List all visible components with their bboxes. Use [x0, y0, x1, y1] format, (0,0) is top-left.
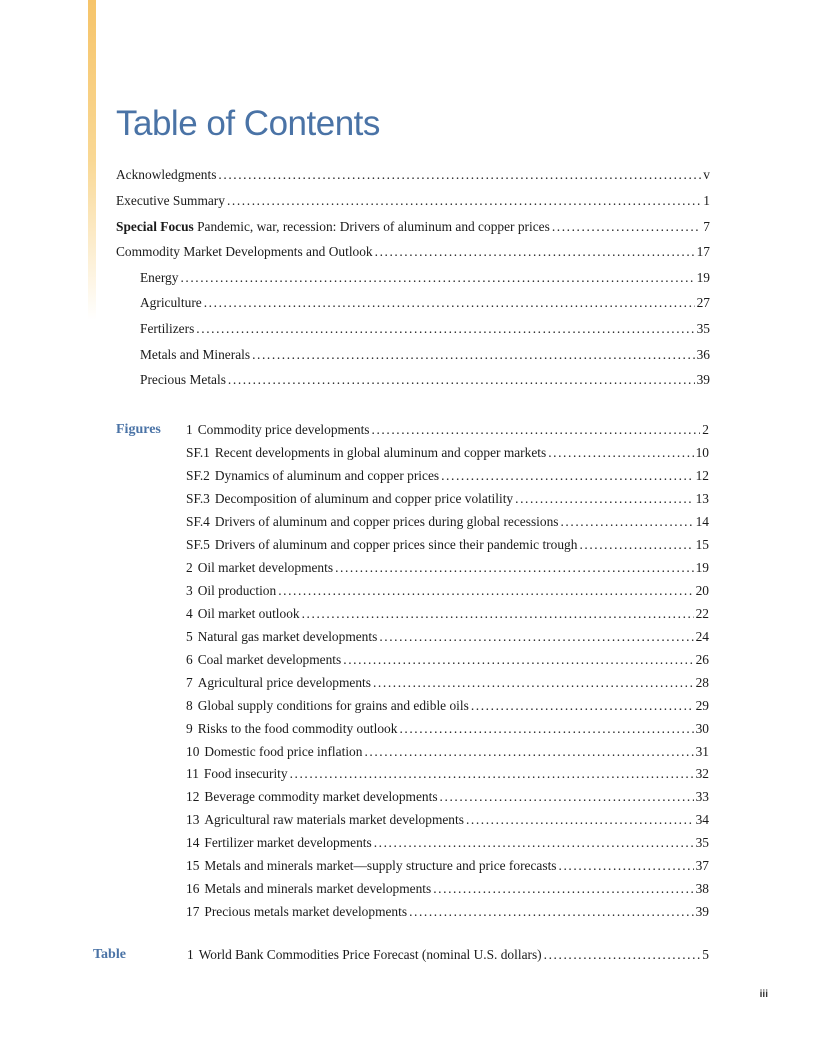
toc-entry-label: Executive Summary [116, 193, 225, 208]
toc-entry-page: 27 [696, 295, 710, 310]
toc-entry-label: Fertilizers [140, 321, 195, 336]
toc-entry-acknowledgments[interactable] [116, 166, 710, 184]
dot-leader [228, 371, 695, 389]
figure-entry-label: 7 Agricultural price developments [186, 675, 371, 690]
toc-entry-label: Acknowledgments [116, 167, 217, 182]
dot-leader [335, 559, 694, 577]
dot-leader [379, 628, 693, 646]
figure-entry-label: 15 Metals and minerals market—supply structure and price forecasts [186, 858, 557, 873]
figure-entry-page: 14 [695, 514, 709, 529]
figure-entry-label: SF.3 Decomposition of aluminum and copper price volatility [186, 491, 514, 506]
figure-entry[interactable] [186, 628, 709, 646]
dot-leader [252, 346, 695, 364]
dot-leader [372, 421, 701, 439]
figure-entry-page: 28 [695, 675, 709, 690]
table-entry-page: 5 [702, 947, 709, 962]
figure-entry-page: 2 [702, 422, 709, 437]
page-title: Table of Contents [116, 104, 380, 143]
figure-entry-page: 30 [695, 721, 709, 736]
figure-entry[interactable] [186, 582, 709, 600]
toc-entry-page: v [703, 167, 710, 182]
figure-entry[interactable] [186, 903, 709, 921]
figure-entry-label: 3 Oil production [186, 583, 277, 598]
toc-entry-label: Metals and Minerals [140, 347, 251, 362]
dot-leader [552, 218, 701, 236]
figure-entry-page: 39 [695, 904, 709, 919]
figure-entry-page: 33 [695, 789, 709, 804]
figure-entry[interactable] [186, 834, 709, 852]
figure-entry-page: 35 [695, 835, 709, 850]
figure-entry[interactable] [186, 536, 709, 554]
table-label: Table [93, 947, 126, 962]
figure-entry-page: 34 [695, 812, 709, 827]
toc-entry-page: 1 [703, 193, 710, 208]
figure-entry-page: 37 [695, 858, 709, 873]
figure-entry-label: 11 Food insecurity [186, 766, 288, 781]
figure-entry-label: 16 Metals and minerals market developments [186, 881, 432, 896]
dot-leader [440, 788, 694, 806]
figure-entry-page: 19 [695, 560, 709, 575]
figures-label: Figures [116, 422, 161, 437]
figure-entry-label: SF.4 Drivers of aluminum and copper prices during global recessions [186, 514, 559, 529]
dot-leader [373, 674, 694, 692]
dot-leader [218, 166, 701, 184]
figure-entry[interactable] [186, 490, 709, 508]
dot-leader [471, 697, 694, 715]
accent-bar [88, 0, 96, 320]
figure-entry[interactable] [186, 765, 709, 783]
dot-leader [204, 294, 695, 312]
figure-entry-label: 9 Risks to the food commodity outlook [186, 721, 398, 736]
toc-entry-precious-metals[interactable] [140, 371, 710, 389]
figure-entry[interactable] [186, 513, 709, 531]
dot-leader [548, 444, 693, 462]
figure-entry-page: 24 [695, 629, 709, 644]
dot-leader [278, 582, 693, 600]
toc-entry-commodity-market[interactable] [116, 243, 710, 261]
figure-entry-label: 6 Coal market developments [186, 652, 342, 667]
dot-leader [399, 720, 693, 738]
figure-entry-page: 15 [695, 537, 709, 552]
figure-entry-page: 13 [695, 491, 709, 506]
dot-leader [466, 811, 694, 829]
dot-leader [409, 903, 694, 921]
figure-entry[interactable] [186, 811, 709, 829]
figure-entry-label: 12 Beverage commodity market developments [186, 789, 438, 804]
figure-entry-page: 29 [695, 698, 709, 713]
figure-entry-page: 32 [695, 766, 709, 781]
figure-entry[interactable] [186, 605, 709, 623]
figure-entry-label: SF.5 Drivers of aluminum and copper prices since their pandemic trough [186, 537, 578, 552]
toc-entry-page: 17 [696, 244, 710, 259]
table-entry-label: 1 World Bank Commodities Price Forecast (nominal U.S. dollars) [187, 947, 542, 962]
dot-leader [433, 880, 693, 898]
dot-leader [302, 605, 694, 623]
figure-entry-label: 8 Global supply conditions for grains and edible oils [186, 698, 469, 713]
dot-leader [375, 243, 695, 261]
figure-entry-page: 26 [695, 652, 709, 667]
dot-leader [364, 743, 693, 761]
figure-entry[interactable] [186, 674, 709, 692]
toc-entry-page: 36 [696, 347, 710, 362]
figure-entry-label: 13 Agricultural raw materials market developments [186, 812, 464, 827]
figure-entry-page: 12 [695, 468, 709, 483]
dot-leader [560, 513, 693, 531]
toc-entry-metals-minerals[interactable] [140, 346, 710, 364]
toc-entry-page: 7 [703, 219, 710, 234]
figure-entry[interactable] [186, 651, 709, 669]
figure-entry[interactable] [186, 444, 709, 462]
dot-leader [579, 536, 693, 554]
figure-entry-label: 14 Fertilizer market developments [186, 835, 372, 850]
toc-entry-label: Commodity Market Developments and Outlook [116, 244, 373, 259]
figure-entry-label: 2 Oil market developments [186, 560, 334, 575]
dot-leader [544, 946, 701, 964]
dot-leader [343, 651, 693, 669]
toc-entry-label: Agriculture [140, 295, 202, 310]
dot-leader [374, 834, 694, 852]
dot-leader [180, 269, 694, 287]
dot-leader [227, 192, 701, 210]
toc-entry-fertilizers[interactable] [140, 320, 710, 338]
figure-entry[interactable] [186, 421, 709, 439]
dot-leader [290, 765, 694, 783]
page-number: iii [759, 989, 768, 1000]
figure-entry-label: SF.1 Recent developments in global aluminum and copper markets [186, 445, 547, 460]
figure-entry[interactable] [186, 467, 709, 485]
dot-leader [441, 467, 694, 485]
figure-entry[interactable] [186, 880, 709, 898]
toc-entry-label: Precious Metals [140, 372, 226, 387]
figure-entry[interactable] [186, 720, 709, 738]
toc-entry-page: 39 [696, 372, 710, 387]
figure-entry-label: 17 Precious metals market developments [186, 904, 408, 919]
figure-entry-page: 31 [695, 744, 709, 759]
toc-entry-energy[interactable] [140, 269, 710, 287]
figure-entry-page: 10 [695, 445, 709, 460]
toc-entry-special-focus[interactable] [116, 218, 710, 236]
figure-entry[interactable] [186, 743, 709, 761]
toc-entry-page: 35 [696, 321, 710, 336]
toc-entry-executive-summary[interactable] [116, 192, 710, 210]
figure-entry-page: 38 [695, 881, 709, 896]
figure-entry-label: SF.2 Dynamics of aluminum and copper prices [186, 468, 440, 483]
toc-entry-page: 19 [696, 270, 710, 285]
figure-entry[interactable] [186, 857, 709, 875]
dot-leader [515, 490, 693, 508]
figure-entry[interactable] [186, 788, 709, 806]
dot-leader [559, 857, 694, 875]
dot-leader [196, 320, 694, 338]
figure-entry[interactable] [186, 559, 709, 577]
figure-entry-label: 10 Domestic food price inflation [186, 744, 363, 759]
figure-entry-page: 22 [695, 606, 709, 621]
toc-entry-label: Special Focus Pandemic, war, recession: Drivers of aluminum and copper prices [116, 219, 550, 234]
figure-entry-label: 5 Natural gas market developments [186, 629, 378, 644]
toc-entry-label: Energy [140, 270, 179, 285]
figure-entry-label: 4 Oil market outlook [186, 606, 300, 621]
figure-entry-page: 20 [695, 583, 709, 598]
table-entry[interactable] [187, 946, 709, 964]
toc-entry-agriculture[interactable] [140, 294, 710, 312]
figure-entry[interactable] [186, 697, 709, 715]
figure-entry-label: 1 Commodity price developments [186, 422, 370, 437]
